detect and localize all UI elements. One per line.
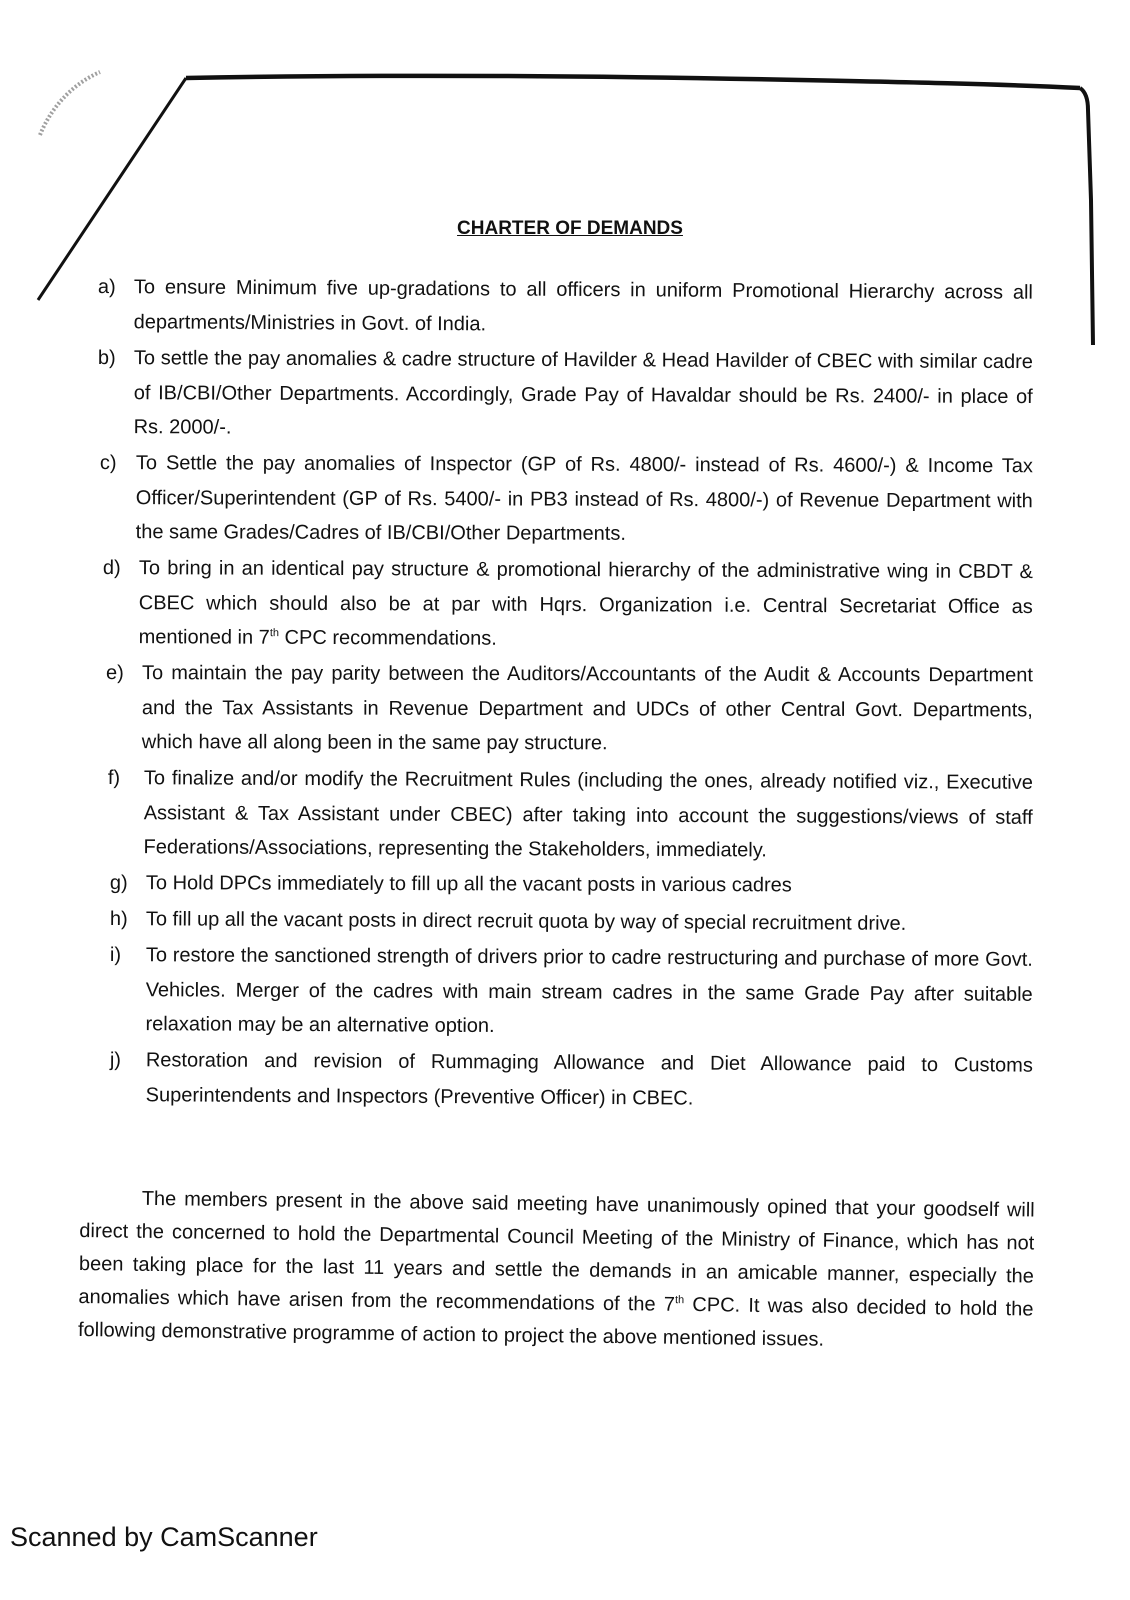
demand-item-a: [98, 270, 1033, 345]
camscanner-watermark: Scanned by CamScanner: [10, 1522, 318, 1552]
demand-text-part: CPC recommendations.: [278, 626, 497, 650]
demand-item-b: [98, 341, 1033, 449]
demand-marker: f): [107, 766, 121, 789]
demand-text: To Settle the pay anomalies of Inspector (GP of Rs. 4800/- instead of Rs. 4600/-) & Income Tax Officer/Superintendent (GP of Rs. 5400/- in PB3 instead of Rs. 4800/-) of Revenue Department with the same Grades/Cadres of IB/CBI/Other Departments.: [135, 451, 1033, 545]
demand-marker: a): [97, 275, 116, 299]
demand-item-g: [110, 866, 1033, 904]
demand-text-part: To bring in an identical pay structure & promotional hierarchy of the administrative wing in CBDT & CBEC which should also be at par with Hqrs. Organization i.e. Central Secretariat Office as mentioned in 7: [138, 556, 1033, 649]
paragraph-text-part: CPC. It was also decided to hold the following demonstrative programme of action to project the above mentioned issues.: [77, 1293, 1034, 1351]
demand-text: To Hold DPCs immediately to fill up all the vacant posts in various cadres: [145, 871, 792, 896]
demand-marker: d): [102, 556, 121, 579]
demand-item-f: [107, 761, 1033, 869]
demand-marker: c): [99, 451, 117, 474]
demand-item-e: [106, 656, 1033, 762]
closing-paragraph: [78, 1182, 1035, 1359]
demand-text: To fill up all the vacant posts in direct recruit quota by way of special recruitment drive.: [145, 907, 907, 935]
paragraph-text-part: The members present in the above said meeting have unanimously opined that your goodself will direct the concerned to hold the Departmental Council Meeting of the Ministry of Finance, which has not been taking place for the last 11 years and settle the demands in an amicable manner, especially the anomalies which have arisen from the recommendations of the 7: [78, 1187, 1035, 1316]
demand-item-c: [100, 446, 1033, 553]
demand-marker: i): [109, 943, 122, 966]
ordinal-superscript: th: [269, 626, 280, 639]
demand-marker: h): [109, 907, 128, 930]
demand-item-d: [103, 551, 1033, 659]
demand-text: Restoration and revision of Rummaging Allowance and Diet Allowance paid to Customs Superintendents and Inspectors (Preventive Officer) in CBEC.: [145, 1048, 1033, 1109]
demand-text: To ensure Minimum five up-gradations to all officers in uniform Promotional Hierarchy across all departments/Ministries in Govt. of India.: [133, 276, 1033, 335]
demand-item-h: [110, 902, 1033, 942]
demand-text: To settle the pay anomalies & cadre structure of Havilder & Head Havilder of CBEC with similar cadre of IB/CBI/Other Departments. Accordingly, Grade Pay of Havaldar should be Rs. 2400/- in place of Rs. 2000/-.: [133, 346, 1033, 439]
document-title: CHARTER OF DEMANDS: [457, 218, 683, 239]
demand-item-i: [109, 938, 1033, 1046]
demand-item-j: [110, 1043, 1033, 1118]
ordinal-superscript: th: [674, 1294, 685, 1307]
demand-marker: j): [109, 1048, 122, 1071]
demand-marker: e): [105, 661, 124, 684]
demand-text: To finalize and/or modify the Recruitment Rules (including the ones, already notified viz., Executive Assistant & Tax Assistant under CBEC) after taking into account the suggestions/views of staff Federations/Associations, representing the Stakeholders, immediately.: [143, 766, 1033, 861]
demand-text: To maintain the pay parity between the Auditors/Accountants of the Audit & Accounts Department and the Tax Assistants in Revenue Department and UDCs of other Central Govt. Departments, which have all along been in the same pay structure.: [141, 661, 1033, 754]
demand-text: To restore the sanctioned strength of drivers prior to cadre restructuring and purchase of more Govt. Vehicles. Merger of the cadres with main stream cadres in the same Grade Pay after suitable relaxation may be an alternative option.: [145, 943, 1033, 1037]
demand-marker: b): [97, 346, 116, 369]
charter-of-demands-list: [98, 270, 1033, 1113]
demand-text: [139, 551, 1033, 658]
demand-marker: g): [109, 871, 128, 894]
